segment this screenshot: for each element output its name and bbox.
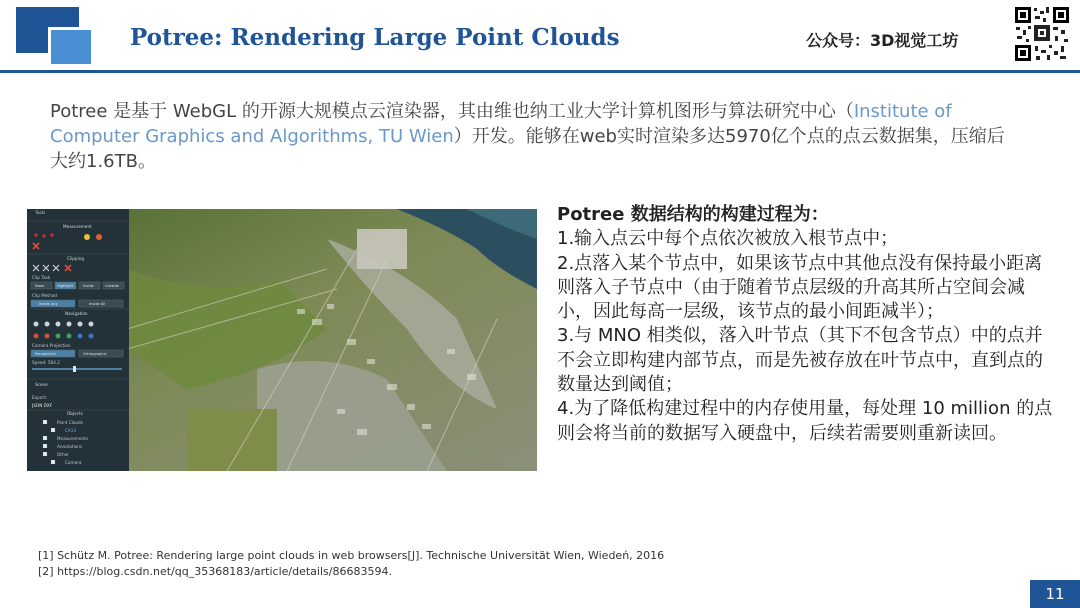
references — [38, 548, 664, 580]
svg-text:Inside Any: Inside Any — [39, 302, 58, 306]
svg-text:Measurement: Measurement — [63, 224, 92, 229]
svg-text:JSON DXF: JSON DXF — [32, 403, 53, 408]
intro-text-a: Potree 是基于 WebGL 的开源大规模点云渲染器，其由维也纳工业大学计算机图形与算法研究中心（ — [50, 101, 854, 122]
svg-text:Measurements: Measurements — [57, 436, 88, 441]
svg-text:Clip Method: Clip Method — [32, 293, 57, 298]
page-number: 11 — [1030, 580, 1080, 608]
svg-text:Inside: Inside — [83, 284, 94, 288]
svg-text:Objects: Objects — [67, 411, 83, 416]
svg-text:Clipping: Clipping — [67, 256, 85, 261]
step-1: 1.输入点云中每个点依次被放入根节点中； — [557, 228, 899, 250]
svg-text:Camera Projection: Camera Projection — [32, 343, 71, 348]
svg-text:Orthographic: Orthographic — [83, 352, 107, 356]
reference-1: [1] Schütz M. Potree: Rendering large point clouds in web browsers[J]. Technische Universität Wien, Wiedeń, 2016 — [38, 549, 665, 562]
svg-text:Speed: 584.2: Speed: 584.2 — [32, 360, 60, 365]
build-steps — [557, 203, 1057, 446]
header-divider — [0, 70, 1080, 73]
institute-link[interactable]: Institute of Computer Graphics and Algorithms, TU Wien — [50, 101, 952, 147]
svg-text:Other: Other — [57, 452, 69, 457]
svg-text:Tools: Tools — [35, 210, 46, 215]
svg-text:Perspective: Perspective — [35, 352, 56, 356]
intro-text-b: ）开发。能够在web实时渲染多达5970亿个点的点云数据集，压缩后大约1.6TB。 — [50, 126, 1005, 172]
qr-code-icon — [1014, 6, 1070, 62]
step-2: 2.点落入某个节点中，如果该节点中其他点没有保持最小距离则落入子节点中（由于随着节点层级的升高其所占空间会减小，因此每高一层级，该节点的最小间距减半）； — [557, 252, 1043, 323]
svg-text:Camera: Camera — [65, 460, 82, 465]
steps-heading: Potree 数据结构的构建过程为： — [557, 204, 829, 225]
slide-title: Potree: Rendering Large Point Clouds — [130, 24, 620, 51]
intro-paragraph — [50, 99, 1010, 174]
svg-text:Inside All: Inside All — [89, 302, 106, 306]
svg-text:Export:: Export: — [32, 395, 48, 400]
sidebar-controls — [27, 209, 129, 471]
account-label: 公众号：3D视觉工坊 — [806, 31, 959, 50]
logo-block-light — [48, 27, 94, 67]
svg-text:Annotations: Annotations — [57, 444, 83, 449]
potree-screenshot — [27, 209, 537, 471]
step-3: 3.与 MNO 相类似，落入叶节点（其下不包含节点）中的点并不会立即构建内部节点，而是先被存放在叶节点中，直到点的数量达到阈值； — [557, 325, 1043, 396]
svg-text:Clip Task: Clip Task — [32, 275, 51, 280]
svg-text:Highlight: Highlight — [57, 284, 74, 288]
svg-text:Navigation: Navigation — [65, 311, 88, 316]
potree-sidebar — [27, 209, 129, 471]
reference-2: [2] https://blog.csdn.net/qq_35368183/article/details/86683594. — [38, 565, 392, 578]
svg-text:CA13: CA13 — [65, 428, 77, 433]
svg-text:None: None — [35, 284, 45, 288]
svg-text:Outside: Outside — [105, 284, 119, 288]
svg-text:Point Clouds: Point Clouds — [57, 420, 83, 425]
step-4: 4.为了降低构建过程中的内存使用量，每处理 10 million 的点则会将当前的数据写入硬盘中，后续若需要则重新读回。 — [557, 398, 1053, 444]
svg-text:Scene: Scene — [35, 382, 48, 387]
